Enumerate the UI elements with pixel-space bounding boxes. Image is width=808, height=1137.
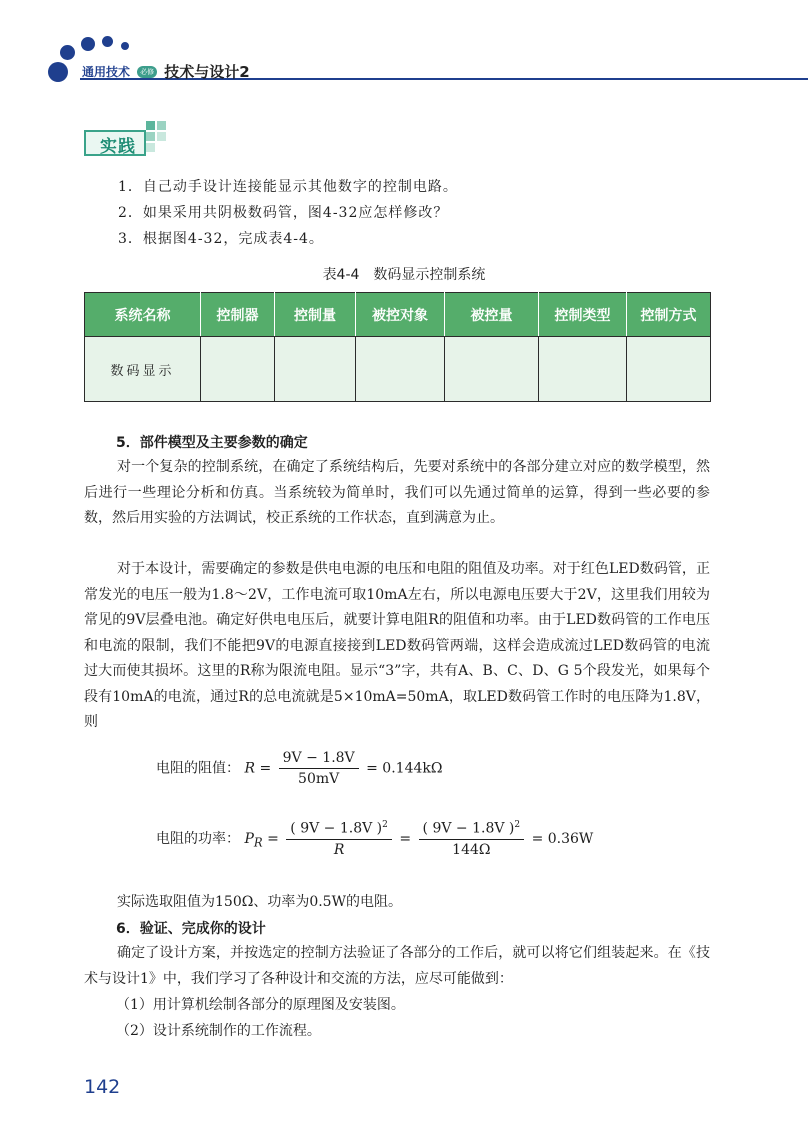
fraction <box>419 820 525 858</box>
column-header: 被控对象 <box>356 293 445 337</box>
column-header: 控制器 <box>201 293 275 337</box>
decor-square <box>157 121 166 130</box>
numerator-text: ( 9V − 1.8V ) <box>290 820 383 837</box>
decor-dot <box>48 62 68 82</box>
fraction-denominator: 144Ω <box>452 841 491 858</box>
decor-square <box>146 143 155 152</box>
column-header: 被控量 <box>445 293 539 337</box>
subscript-r: R <box>253 835 263 850</box>
header-badge: 必修 <box>137 66 157 78</box>
column-header: 系统名称 <box>85 293 201 337</box>
running-header <box>82 61 250 82</box>
table-cell <box>201 337 275 402</box>
exercise-item: 1．自己动手设计连接能显示其他数字的控制电路。 <box>118 179 458 195</box>
table-cell <box>445 337 539 402</box>
table-header-row <box>85 293 711 337</box>
decor-dot <box>121 42 129 50</box>
numerator-text: ( 9V − 1.8V ) <box>422 820 515 837</box>
paragraph: 对一个复杂的控制系统，在确定了系统结构后，先要对系统中的各部分建立对应的数学模型，然后进行一些理论分析和仿真。当系统较为简单时，我们可以先通过简单的运算，得到一些必要的参数，然后用实验的方法调试，校正系统的工作状态，直到满意为止。 <box>84 459 710 526</box>
column-header: 控制量 <box>275 293 356 337</box>
resistance-formula <box>156 750 442 787</box>
formula-label: 电阻的功率： <box>156 830 240 847</box>
formula-result: = 0.36W <box>531 830 594 847</box>
equals-sign: = <box>267 830 279 847</box>
fraction <box>286 820 392 858</box>
table-cell <box>356 337 445 402</box>
header-series: 通用技术 <box>82 65 131 79</box>
paragraph: 确定了设计方案，并按选定的控制方法验证了各部分的工作后，就可以将它们组装起来。在《技术与设计1》中，我们学习了各种设计和交流的方法，应尽可能做到： <box>84 945 710 987</box>
table-cell <box>627 337 711 402</box>
page-number: 142 <box>84 1076 121 1098</box>
table-cell <box>275 337 356 402</box>
decor-dot <box>81 37 95 51</box>
column-header: 控制方式 <box>627 293 711 337</box>
section-heading: 6．验证、完成你的设计 <box>116 921 266 937</box>
column-header: 控制类型 <box>539 293 627 337</box>
denominator-text: R <box>333 841 345 858</box>
fraction-denominator: 50mV <box>298 771 340 787</box>
formula-lhs-subscript <box>254 836 263 850</box>
fraction-numerator: 9V − 1.8V <box>279 750 359 769</box>
paragraph: 实际选取阻值为150Ω、功率为0.5W的电阻。 <box>117 894 402 910</box>
decor-square <box>157 132 166 141</box>
exercise-item: 2．如果采用共阴极数码管，图4-32应怎样修改？ <box>118 205 449 221</box>
formula-result: = 0.144kΩ <box>366 760 443 777</box>
list-item: （2）设计系统制作的工作流程。 <box>116 1023 321 1039</box>
decor-square <box>146 132 155 141</box>
section-heading: 5．部件模型及主要参数的确定 <box>116 435 308 451</box>
equals-sign: = <box>399 830 412 847</box>
exponent: 2 <box>514 820 521 830</box>
formula-lhs: R = <box>244 760 272 777</box>
exponent: 2 <box>382 820 388 830</box>
fraction-numerator <box>419 820 525 840</box>
formula-label: 电阻的阻值： <box>156 760 240 777</box>
control-system-table <box>84 292 711 402</box>
table-cell <box>539 337 627 402</box>
paragraph: 对于本设计，需要确定的参数是供电电源的电压和电阻的阻值及功率。对于红色LED数码管，正常发光的电压一般为1.8～2V，工作电流可取10mA左右，所以电源电压要大于2V，这里我们用较为常见的9V层叠电池。确定好供电电压后，就要计算电阻R的阻值和功率。由于LED数码管的工作电压和电流的限制，我们不能把9V的电源直接接到LED数码管两端，这样会造成流过LED数码管的电流过大而使其损坏。这里的R称为限流电阻。显示“3”字，共有A、B、C、D、G 5个段发光，如果每个段有10mA的电流，通过R的总电流就是5×10mA=50mA，取LED数码管工作时的电压降为1.8V，则 <box>84 561 710 730</box>
decor-square <box>146 121 155 130</box>
decor-dot <box>102 36 113 47</box>
fraction-numerator <box>286 820 392 840</box>
practice-title: 实践 <box>100 137 136 157</box>
table-caption: 表4-4 数码显示控制系统 <box>322 267 486 283</box>
table-cell: 数码显示 <box>85 337 201 402</box>
fraction-denominator <box>286 840 392 858</box>
exercise-item: 3．根据图4-32，完成表4-4。 <box>118 231 324 247</box>
power-formula <box>156 820 593 858</box>
fraction <box>279 750 359 787</box>
formula-lhs-symbol: P <box>244 830 254 847</box>
list-item: （1）用计算机绘制各部分的原理图及安装图。 <box>116 997 405 1013</box>
decor-dot <box>60 45 75 60</box>
header-title: 技术与设计2 <box>164 63 250 81</box>
table-row <box>85 337 711 402</box>
